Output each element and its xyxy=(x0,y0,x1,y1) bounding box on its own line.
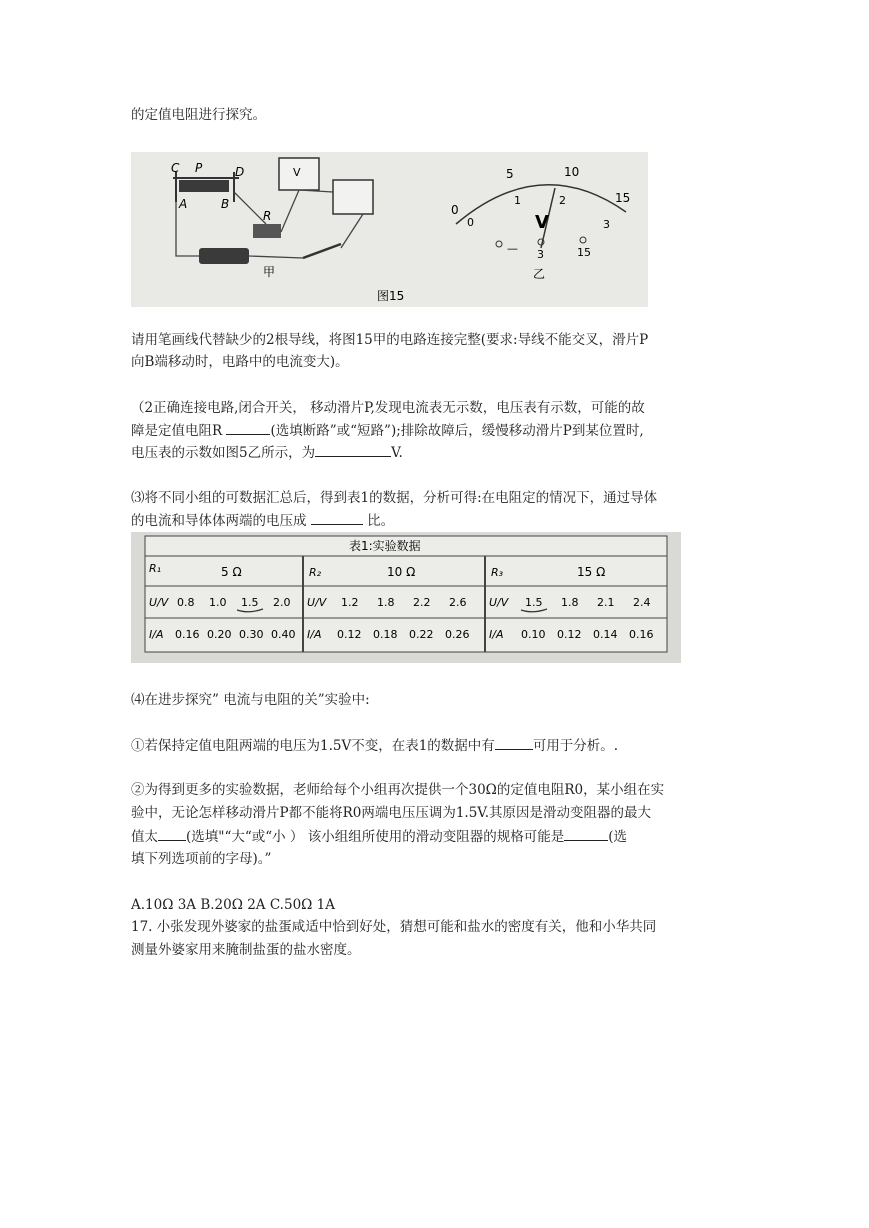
g3-u1: 1.8 xyxy=(561,596,579,609)
dial-lower-0: 0 xyxy=(467,216,474,229)
q4-item2-line3 xyxy=(131,826,627,848)
g1-i3: 0.40 xyxy=(271,628,296,641)
q2-line2 xyxy=(131,420,644,442)
g1-u2: 1.5 xyxy=(241,596,259,609)
terminal-3-label: 3 xyxy=(537,248,544,261)
dial-upper-0: 0 xyxy=(451,203,459,217)
dial-lower-1: 1 xyxy=(514,194,521,207)
dial-lower-2: 2 xyxy=(559,194,566,207)
q2-line3-part-a: 电压表的示数如图5乙所示，为 xyxy=(131,445,316,461)
g2-i1: 0.18 xyxy=(373,628,398,641)
answer-blank-proportion[interactable] xyxy=(311,510,363,525)
answer-blank-size[interactable] xyxy=(158,826,186,841)
group3-r-label: R₃ xyxy=(491,566,504,579)
g1-u0: 0.8 xyxy=(177,596,195,609)
q4-item2-line1: ②为得到更多的实验数据，老师给每个小组再次提供一个30Ω的定值电阻R0，某小组在实 xyxy=(131,782,665,798)
q3-line2-part-a: 的电流和导体体两端的电压成 xyxy=(131,513,311,529)
label-a: A xyxy=(179,197,188,211)
g1-u1: 1.0 xyxy=(209,596,227,609)
q3-line2 xyxy=(131,510,394,532)
g3-i0: 0.10 xyxy=(521,628,546,641)
dial-upper-15: 15 xyxy=(615,191,631,205)
q2-line2-part-a: 障是定值电阻R xyxy=(131,423,227,439)
g1-u3: 2.0 xyxy=(273,596,291,609)
q2-line2-part-b: (选填断路”或“短路”);排除故障后，缓慢移动滑片P到某位置时, xyxy=(270,423,644,439)
group2-i-label: I/A xyxy=(307,628,322,641)
group2-r-label: R₂ xyxy=(309,566,322,579)
figure-15-drawing xyxy=(131,152,648,307)
answer-blank-rheostat-spec[interactable] xyxy=(564,826,608,841)
g2-i3: 0.26 xyxy=(445,628,470,641)
ammeter-box xyxy=(333,180,373,214)
label-c: C xyxy=(171,161,180,175)
rheostat-coil xyxy=(179,180,229,192)
q3-line1: ⑶将不同小组的可数据汇总后，得到表1的数据，分析可得:在电阻定的情况下，通过导体 xyxy=(131,490,658,506)
q17-line2: 测量外婆家用来腌制盐蛋的盐水密度。 xyxy=(131,942,361,958)
g1-i0: 0.16 xyxy=(175,628,200,641)
answer-blank-voltage[interactable] xyxy=(315,442,391,457)
g3-i3: 0.16 xyxy=(629,628,654,641)
resistor-r xyxy=(253,224,281,238)
table-1-drawing xyxy=(131,532,681,663)
g2-u1: 1.8 xyxy=(377,596,395,609)
q3-line2-part-b: 比。 xyxy=(362,513,395,529)
g2-u0: 1.2 xyxy=(341,596,359,609)
table-1-title: 表1:实验数据 xyxy=(349,539,421,553)
terminal-15 xyxy=(580,237,586,243)
q2-line3-part-b: V. xyxy=(391,445,403,461)
group1-r-label: R₁ xyxy=(149,562,162,575)
group3-resistance: 15 Ω xyxy=(577,565,606,579)
terminal-negative-label: — xyxy=(507,242,518,255)
group1-i-label: I/A xyxy=(149,628,164,641)
q4-options: A.10Ω 3A B.20Ω 2A C.50Ω 1A xyxy=(131,897,335,913)
q2-line3 xyxy=(131,442,403,464)
group3-i-label: I/A xyxy=(489,628,504,641)
group2-resistance: 10 Ω xyxy=(387,565,416,579)
q1-line1: 请用笔画线代替缺少的2根导线，将图15甲的电路连接完整(要求:导线不能交叉，滑片P xyxy=(131,332,649,348)
answer-blank-data-groups[interactable] xyxy=(495,735,533,750)
q2-line1: （2正确连接电路,闭合开关， 移动滑片P,发现电流表无示数，电压表有示数，可能的故 xyxy=(131,400,645,416)
g2-i0: 0.12 xyxy=(337,628,362,641)
figure-15 xyxy=(131,152,648,307)
voltmeter-box-symbol: V xyxy=(293,166,301,179)
q4-item2-line3-part-a: 值太 xyxy=(131,829,158,845)
battery xyxy=(199,248,249,264)
q4-item2-line4: 填下列选项前的字母)。” xyxy=(131,851,272,867)
dial-upper-10: 10 xyxy=(564,165,580,179)
q4-item1-part-a: ①若保持定值电阻两端的电压为1.5V不变，在表1的数据中有 xyxy=(131,738,495,754)
g3-i1: 0.12 xyxy=(557,628,582,641)
label-yi: 乙 xyxy=(533,267,546,281)
g3-u0: 1.5 xyxy=(525,596,543,609)
label-r: R xyxy=(263,209,272,223)
g3-u2: 2.1 xyxy=(597,596,615,609)
label-p: P xyxy=(195,161,203,175)
q4-item1-part-b: 可用于分析。. xyxy=(532,738,619,754)
dial-upper-5: 5 xyxy=(506,167,514,181)
g3-i2: 0.14 xyxy=(593,628,618,641)
switch xyxy=(303,244,341,258)
g2-i2: 0.22 xyxy=(409,628,434,641)
group1-u-label: U/V xyxy=(149,596,169,609)
q4-intro: ⑷在进步探究” 电流与电阻的关”实验中: xyxy=(131,692,370,708)
dial-lower-3: 3 xyxy=(603,218,610,231)
label-jia: 甲 xyxy=(263,265,276,279)
answer-blank-fault[interactable] xyxy=(226,420,270,435)
g3-u3: 2.4 xyxy=(633,596,651,609)
dial-symbol-v: V xyxy=(535,212,549,233)
table-1 xyxy=(131,532,681,663)
label-b: B xyxy=(221,197,230,211)
terminal-15-label: 15 xyxy=(577,246,591,259)
q4-item2-line3-part-b: (选填"“大“或“小 ） 该小组组所使用的滑动变阻器的规格可能是 xyxy=(186,829,565,845)
g2-u2: 2.2 xyxy=(413,596,431,609)
terminal-negative xyxy=(496,241,502,247)
group3-u-label: U/V xyxy=(489,596,509,609)
g2-u3: 2.6 xyxy=(449,596,467,609)
group1-resistance: 5 Ω xyxy=(221,565,242,579)
intro-line: 的定值电阻进行探究。 xyxy=(131,107,266,123)
q4-item2-line2: 验中，无论怎样移动滑片P都不能将R0两端电压压调为1.5V.其原因是滑动变阻器的最大 xyxy=(131,805,651,821)
q4-item2-line3-part-c: (选 xyxy=(608,829,628,845)
q17-line1: 17. 小张发现外婆家的盐蛋咸适中恰到好处，猜想可能和盐水的密度有关，他和小华共同 xyxy=(131,919,657,935)
g1-i1: 0.20 xyxy=(207,628,232,641)
figure-15-caption: 图15 xyxy=(377,289,405,303)
g1-i2: 0.30 xyxy=(239,628,264,641)
label-d: D xyxy=(235,165,245,179)
group2-u-label: U/V xyxy=(307,596,327,609)
q1-line2: 向B端移动时，电路中的电流变大)。 xyxy=(131,354,349,370)
q4-item1 xyxy=(131,735,618,757)
